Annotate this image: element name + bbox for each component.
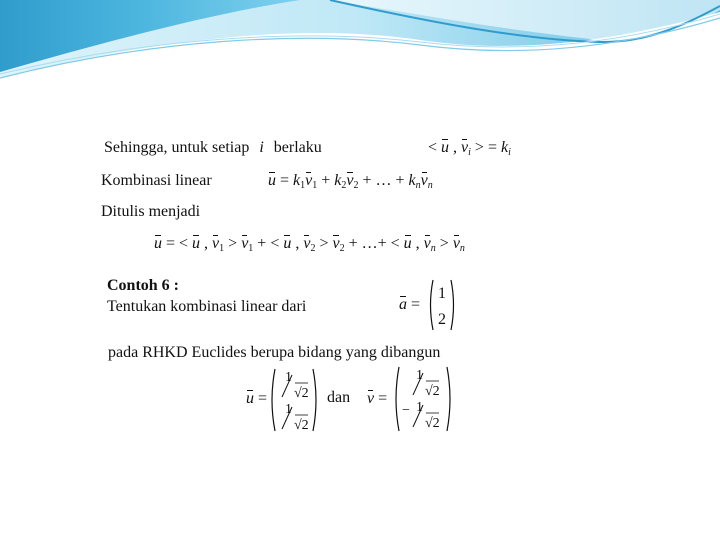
svg-text:1: 1 [416,368,423,383]
statement-text: Sehingga, untuk setiap [104,139,250,156]
example-task: Tentukan kombinasi linear dari [107,298,307,315]
svg-text:√2: √2 [294,418,309,433]
svg-text:√2: √2 [294,386,309,401]
statement-tail: berlaku [273,139,322,156]
inner-product-equation: < u , $v_i$ > = $k_i$ [428,139,511,158]
vector-u-label: u = [246,390,268,407]
vector-a-label: a = [399,296,421,313]
linear-combination-label: Kombinasi linear [101,172,212,189]
example-title: Contoh 6 : [107,277,180,294]
svg-text:1: 1 [285,402,292,417]
vector-u-matrix [268,367,320,433]
vector-a-entry-2: 2 [438,311,446,328]
svg-text:√2: √2 [425,384,440,399]
expanded-combination-equation: u = < u , $v_1 > v_1$ + < u , $v_2 > v_2$ + …+ < u , $v_n > v_n$ [154,235,465,254]
header-banner-decoration [0,0,720,90]
vector-v-matrix [392,365,454,433]
linear-combination-equation: $u = k_1v_1 + k_2v_2$ + … + $k_nv_n$ [268,172,433,191]
svg-text:1: 1 [285,370,292,385]
svg-text:1: 1 [416,400,423,415]
vector-v-label: v = [367,390,388,407]
index-variable: i [259,139,264,156]
rewritten-label: Ditulis menjadi [101,203,201,220]
svg-text:−: − [402,403,410,418]
conjunction-text: dan [327,389,351,406]
vector-a-entry-1: 1 [438,285,446,302]
statement-line [104,139,322,157]
vector-a-matrix [426,278,458,332]
example-space-description: pada RHKD Euclides berupa bidang yang dibangun [108,344,441,361]
svg-text:√2: √2 [425,416,440,431]
